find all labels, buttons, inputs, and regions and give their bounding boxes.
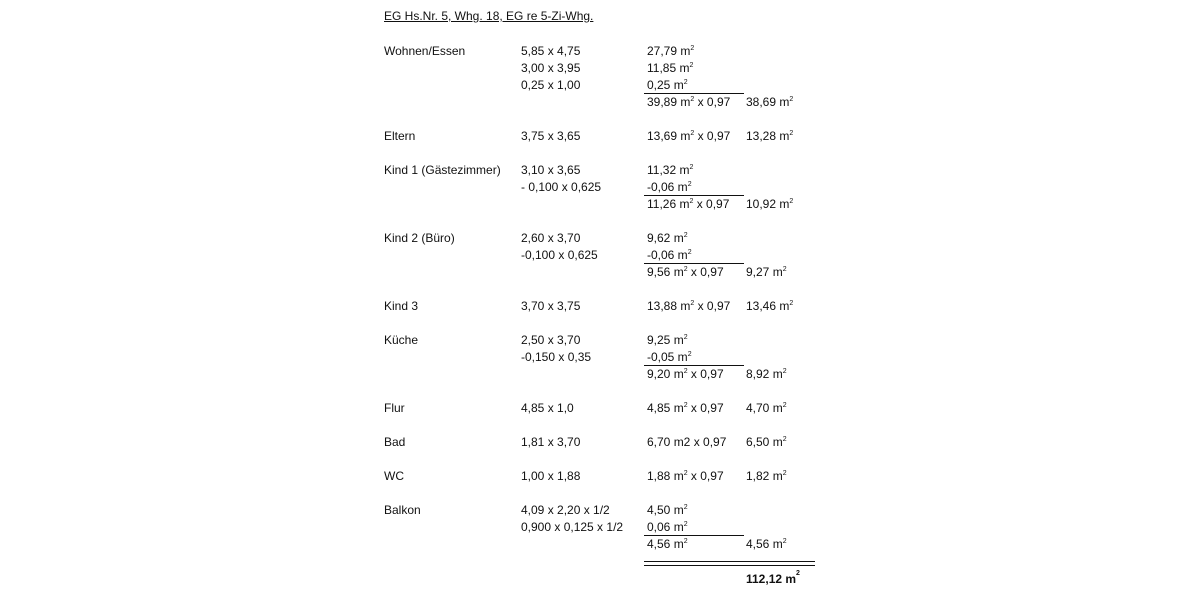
room-dimensions: 3,75 x 3,65 bbox=[521, 129, 581, 143]
room-dimensions: 3,00 x 3,95 bbox=[521, 61, 581, 75]
area-subtotal: 4,56 $m^2$ bbox=[647, 537, 688, 551]
room-line bbox=[0, 43, 1200, 61]
room-dimensions: - 0,100 x 0,625 bbox=[521, 180, 602, 194]
room-dimensions: 2,50 x 3,70 bbox=[521, 333, 581, 347]
room-result: 13,28 $m^2$ bbox=[746, 129, 794, 143]
room-name: Flur bbox=[384, 401, 405, 415]
area-subtotal: 11,26 $m^2$ x 0,97 bbox=[647, 197, 730, 211]
room-name: Eltern bbox=[384, 129, 416, 143]
room-line bbox=[0, 349, 1200, 367]
partial-area: 0,25 $m^2$ bbox=[647, 78, 688, 92]
room-line bbox=[0, 332, 1200, 350]
room-line bbox=[0, 519, 1200, 537]
room-dimensions: 0,25 x 1,00 bbox=[521, 78, 581, 92]
room-result: 4,70 $m^2$ bbox=[746, 401, 787, 415]
room-line bbox=[0, 179, 1200, 197]
partial-area: 11,32 $m^2$ bbox=[647, 163, 694, 177]
room-dimensions: 3,70 x 3,75 bbox=[521, 299, 581, 313]
partial-area: -0,06 $m^2$ bbox=[647, 180, 692, 194]
partial-area: -0,05 $m^2$ bbox=[647, 350, 692, 364]
room-dimensions: 4,09 x 2,20 x 1/2 bbox=[521, 503, 610, 517]
document-title: EG Hs.Nr. 5, Whg. 18, EG re 5-Zi-Whg. bbox=[384, 9, 594, 23]
room-line bbox=[0, 264, 1200, 282]
sum-rule bbox=[644, 93, 744, 94]
sum-rule bbox=[644, 263, 744, 264]
area-subtotal: 39,89 $m^2$ x 0,97 bbox=[647, 95, 731, 109]
room-dimensions: 5,85 x 4,75 bbox=[521, 44, 581, 58]
partial-area: 11,85 $m^2$ bbox=[647, 61, 694, 75]
room-line bbox=[0, 298, 1200, 316]
room-name: Bad bbox=[384, 435, 406, 449]
room-line bbox=[0, 77, 1200, 95]
room-line bbox=[0, 366, 1200, 384]
room-result: 13,46 $m^2$ bbox=[746, 299, 794, 313]
area-subtotal: 6,70 m2 x 0,97 bbox=[647, 435, 727, 449]
room-line bbox=[0, 468, 1200, 486]
room-result: 38,69 $m^2$ bbox=[746, 95, 794, 109]
room-line bbox=[0, 230, 1200, 248]
room-line bbox=[0, 400, 1200, 418]
partial-area: 0,06 $m^2$ bbox=[647, 520, 688, 534]
partial-area: 4,50 $m^2$ bbox=[647, 503, 688, 517]
room-name: Kind 2 (Büro) bbox=[384, 231, 455, 245]
sum-rule bbox=[644, 195, 744, 196]
sum-rule bbox=[644, 365, 744, 366]
room-name: Balkon bbox=[384, 503, 421, 517]
room-result: 8,92 $m^2$ bbox=[746, 367, 787, 381]
room-dimensions: 1,81 x 3,70 bbox=[521, 435, 581, 449]
area-subtotal: 9,56 $m^2$ x 0,97 bbox=[647, 265, 724, 279]
room-line bbox=[0, 247, 1200, 265]
partial-area: 27,79 $m^2$ bbox=[647, 44, 695, 58]
area-subtotal: 4,85 $m^2$ x 0,97 bbox=[647, 401, 724, 415]
room-name: Wohnen/Essen bbox=[384, 44, 466, 58]
room-dimensions: 2,60 x 3,70 bbox=[521, 231, 581, 245]
room-line bbox=[0, 162, 1200, 180]
total-double-rule bbox=[644, 561, 815, 566]
room-dimensions: 4,85 x 1,0 bbox=[521, 401, 574, 415]
room-dimensions: 3,10 x 3,65 bbox=[521, 163, 581, 177]
area-subtotal: 1,88 $m^2$ x 0,97 bbox=[647, 469, 724, 483]
area-subtotal: 13,88 $m^2$ x 0,97 bbox=[647, 299, 731, 313]
area-subtotal: 13,69 $m^2$ x 0,97 bbox=[647, 129, 731, 143]
room-line bbox=[0, 94, 1200, 112]
room-line bbox=[0, 128, 1200, 146]
room-name: Küche bbox=[384, 333, 419, 347]
room-result: 9,27 $m^2$ bbox=[746, 265, 787, 279]
room-line bbox=[0, 434, 1200, 452]
sum-rule bbox=[644, 535, 744, 536]
room-result: 4,56 $m^2$ bbox=[746, 537, 787, 551]
partial-area: -0,06 $m^2$ bbox=[647, 248, 692, 262]
room-line bbox=[0, 502, 1200, 520]
partial-area: 9,62 $m^2$ bbox=[647, 231, 688, 245]
room-name: Kind 3 bbox=[384, 299, 419, 313]
room-dimensions: 0,900 x 0,125 x 1/2 bbox=[521, 520, 624, 534]
room-dimensions: 1,00 x 1,88 bbox=[521, 469, 581, 483]
room-result: 1,82 $m^2$ bbox=[746, 469, 787, 483]
room-result: 6,50 $m^2$ bbox=[746, 435, 787, 449]
room-name: WC bbox=[384, 469, 404, 483]
room-name: Kind 1 (Gästezimmer) bbox=[384, 163, 501, 177]
room-result: 10,92 $m^2$ bbox=[746, 197, 794, 211]
grand-total: 112,12 $m^2$ bbox=[746, 570, 800, 586]
area-subtotal: 9,20 $m^2$ x 0,97 bbox=[647, 367, 724, 381]
room-dimensions: -0,150 x 0,35 bbox=[521, 350, 592, 364]
room-line bbox=[0, 60, 1200, 78]
partial-area: 9,25 $m^2$ bbox=[647, 333, 688, 347]
room-line bbox=[0, 196, 1200, 214]
room-line bbox=[0, 536, 1200, 554]
room-dimensions: -0,100 x 0,625 bbox=[521, 248, 598, 262]
